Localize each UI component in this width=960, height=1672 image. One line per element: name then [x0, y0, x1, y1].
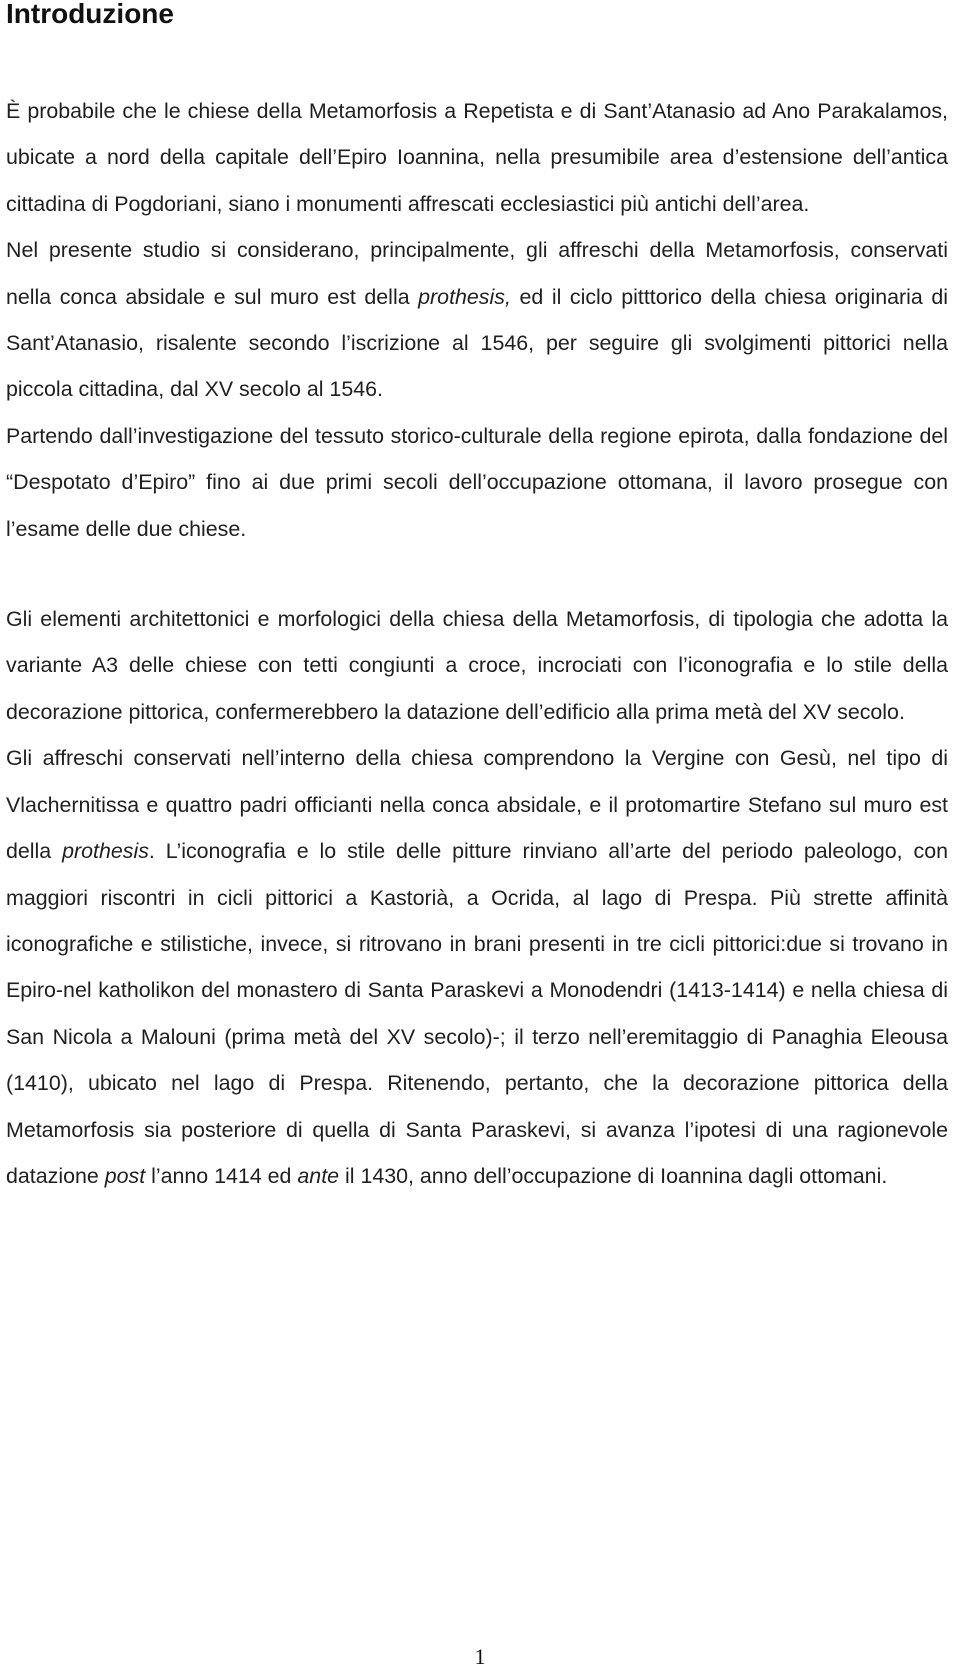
paragraph-text: . L’iconografia e lo stile delle pitture rinviano all’arte del periodo paleologo, con maggiori riscontri in cicli pittorici a Kastorià, a Ocrida, al lago di Prespa. Più strette affinità iconografiche e stilistiche, invece, si ritrovano in brani presenti in tre cicli pittorici:due si trovano in Epiro-nel katholikon del monastero di Santa Paraskevi a Monodendri (1413-1414) e nella chiesa di San Nicola a Malouni (prima metà del XV secolo)-; il terzo nell’eremitaggio di Panaghia Eleousa (1410), ubicato nel lago di Prespa. Ritenendo, pertanto, che la decorazione pittorica della Metamorfosis sia posteriore di quella di Santa Paraskevi, si avanza l’ipotesi di una ragionevole datazione	[6, 839, 948, 1188]
italic-term: prothesis	[62, 839, 149, 864]
paragraph-text: Gli affreschi conservati nell’interno della chiesa comprendono la Vergine con Gesù, nel tipo di Vlachernitissa e quattro padri officianti nella conca absidale, e il protomartire Stefano sul muro est della	[6, 746, 948, 864]
page-number: 1	[474, 1644, 486, 1669]
italic-term: post	[104, 1163, 146, 1188]
document-page	[6, 0, 948, 1199]
paragraph-intro	[6, 88, 948, 227]
paragraph-frescoes	[6, 735, 948, 1199]
paragraph-text: Partendo dall’investigazione del tessuto storico-culturale della regione epirota, dalla fondazione del “Despotato d’Epiro” fino ai due primi secoli dell’occupazione ottomana, il lavoro prosegue con l’esame delle due chiese.	[6, 423, 948, 541]
paragraph-study-scope	[6, 227, 948, 413]
paragraph-text: l’anno 1414 ed	[145, 1163, 298, 1188]
section-heading: Introduzione	[6, 0, 174, 29]
paragraph-architecture	[6, 596, 948, 735]
italic-term: prothesis,	[418, 284, 511, 309]
paragraph-text: Nel presente studio si considerano, principalmente, gli affreschi della Metamorfosis, conservati nella conca absidale e sul muro est della	[6, 238, 948, 309]
paragraph-method	[6, 413, 948, 552]
paragraph-text: il 1430, anno dell’occupazione di Ioannina dagli ottomani.	[339, 1163, 888, 1188]
paragraph-text: Gli elementi architettonici e morfologici della chiesa della Metamorfosis, di tipologia che adotta la variante A3 delle chiese con tetti congiunti a croce, incrociati con l’iconografia e lo stile della decorazione pittorica, confermerebbero la datazione dell’edificio alla prima metà del XV secolo.	[6, 607, 948, 724]
paragraph-text: È probabile che le chiese della Metamorfosis a Repetista e di Sant’Atanasio ad Ano Parakalamos, ubicate a nord della capitale dell’Epiro Ioannina, nella presumibile area d’estensione dell’antica cittadina di Pogdoriani, siano i monumenti affrescati ecclesiastici più antichi dell’area.	[6, 99, 948, 216]
italic-term: ante	[297, 1163, 340, 1188]
paragraph-text: ed il ciclo pitttorico della chiesa originaria di Sant’Atanasio, risalente secondo l’iscrizione al 1546, per seguire gli svolgimenti pittorici nella piccola cittadina, dal XV secolo al 1546.	[6, 284, 948, 402]
